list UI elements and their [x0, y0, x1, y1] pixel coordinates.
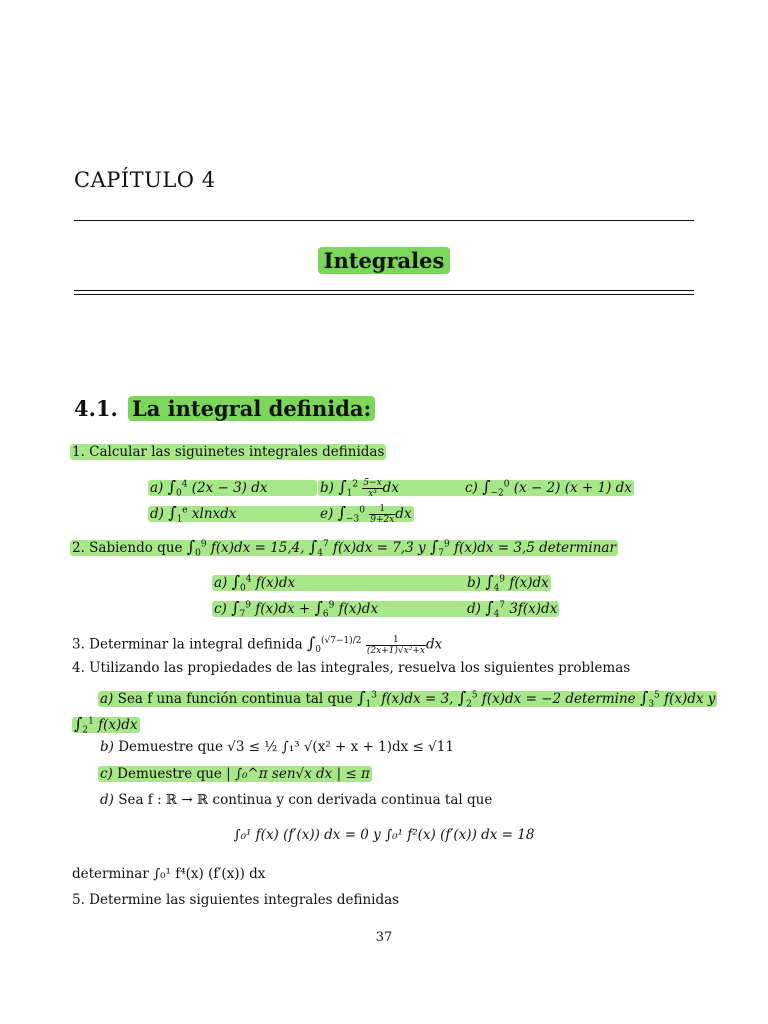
problem-4d-tail: determinar ∫₀¹ f⁴(x) (f′(x)) dx: [72, 866, 266, 882]
problem-1e: e) $\int_{-3}^0$ $\frac{1}{9+2x}$ dx: [320, 502, 412, 525]
problem-4a: a) Sea f una función continua tal que $\int_1^3$ f(x)dx = 3, $\int_2^5$ f(x)dx = −2 determine $\int_3^5$ f(x)dx y: [100, 687, 716, 710]
problem-5-stem: 5. Determine las siguientes integrales definidas: [72, 892, 400, 908]
problem-4b: b) Demuestre que √3 ≤ ½ ∫₁³ √(x² + x + 1)dx ≤ √11: [100, 739, 454, 755]
problem-4-stem: 4. Utilizando las propiedades de las integrales, resuelva los siguientes problemas: [72, 660, 631, 676]
problem-1c: c) $\int_{-2}^0$ (x − 2) (x + 1) dx: [465, 476, 632, 499]
chapter-title-text: Integrales: [318, 247, 451, 274]
chapter-title: [0, 248, 768, 273]
top-rule: [74, 220, 694, 221]
problem-2-stem: 2. Sabiendo que $\int_0^9$ f(x)dx = 15,4, $\int_4^7$ f(x)dx = 7,3 y $\int_7^9$ f(x)dx = 3,5 determinar: [72, 536, 616, 559]
double-rule: [74, 290, 694, 295]
chapter-heading: CAPÍTULO 4: [74, 168, 216, 192]
problem-4c: c) Demuestre que | ∫₀^π sen√x dx | ≤ π: [100, 766, 370, 782]
problem-2a: a) $\int_0^4$ f(x)dx: [212, 570, 537, 597]
page-number: 37: [375, 930, 393, 945]
section-title-text: La integral definida:: [128, 396, 375, 421]
problem-1-stem: 1. Calcular las siguinetes integrales definidas: [72, 444, 385, 460]
problem-2c: c) $\int_7^9$ $f(x)dx + \int_6^9$ f(x)dx: [212, 596, 505, 623]
problem-4a-cont: $\int_2^1$ f(x)dx: [74, 713, 138, 736]
problem-1b: b) $\int_1^2$ $\frac{5-x}{\text{x³}}$ dx: [318, 475, 495, 502]
section-number: 4.1.: [74, 396, 118, 421]
problem-2d: d) $\int_4^7$ 3f(x)dx: [467, 597, 558, 620]
problem-1d: d) $\int_1^e$ xlnxdx: [148, 501, 333, 528]
problem-2b: b) $\int_4^9$ f(x)dx: [467, 571, 549, 594]
problem-1a: a) $\int_0^4$ (2x − 3) dx: [148, 475, 317, 502]
section-title: [128, 396, 375, 421]
problem-3: 3. Determinar la integral definida $\int_0^{(√7-1)/2}$ $\frac{1}{\text{(2x+1)√x²+x}}$ dx: [72, 633, 443, 656]
problem-4d: d) Sea f : ℝ → ℝ continua y con derivada continua tal que: [100, 792, 493, 808]
problem-4d-equation: ∫₀¹ f(x) (f′(x)) dx = 0 y ∫₀¹ f²(x) (f′(x)) dx = 18: [233, 827, 535, 843]
